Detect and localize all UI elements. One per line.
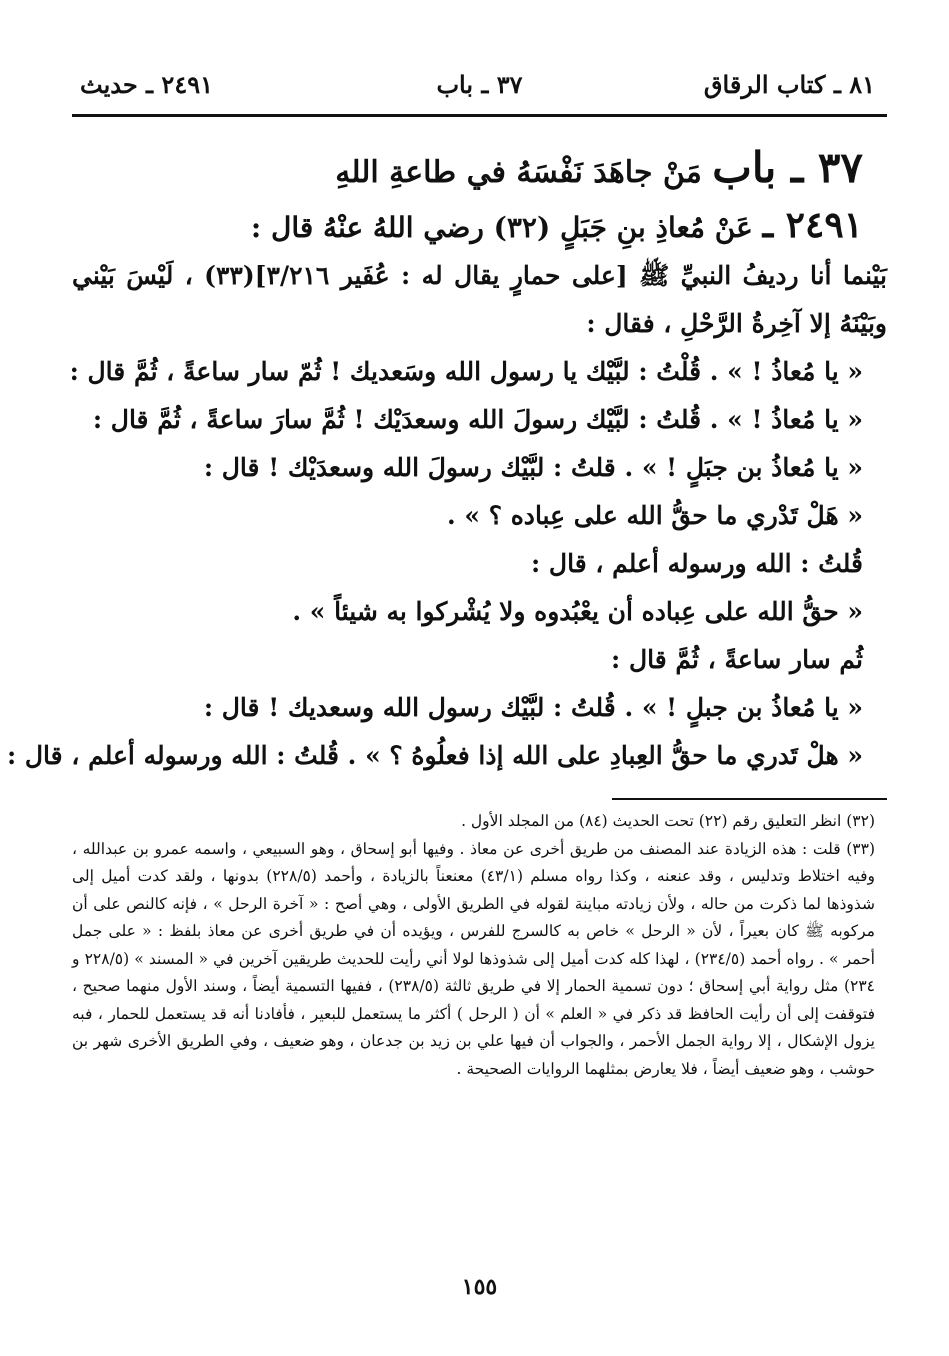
page-number: ١٥٥ xyxy=(461,1274,498,1300)
dialogue-line: « يا مُعاذُ ! » . قُلتُ : لبَّيْك رسولَ الله وسعدَيْك ! ثُمَّ سارَ ساعةً ، ثُمَّ قال : xyxy=(92,405,863,434)
header-chapter: ٣٧ ـ باب xyxy=(436,70,523,99)
hadith-body xyxy=(6,252,887,780)
footnotes-divider xyxy=(612,798,887,800)
running-header xyxy=(72,60,887,108)
footnote-32: (٣٢) انظر التعليق رقم (٢٢) تحت الحديث (٨٤) من المجلد الأول . xyxy=(461,812,875,830)
dialogue-line: ثُم سار ساعةً ، ثُمَّ قال : xyxy=(611,645,863,674)
chapter-number: ٣٧ ـ باب xyxy=(712,143,863,192)
dialogue-line: « هَلْ تَدْري ما حقُّ الله على عِباده ؟ » . xyxy=(447,501,863,530)
hadith-paragraph: بَيْنما أنا رديفُ النبيِّ ﷺ [على حمارٍ يقال له : عُفَير ٣/٢١٦](٣٣) ، لَيْسَ بَيْني وبَيْنَهُ إلا آخِرةُ الرَّحْلِ ، فقال : xyxy=(72,261,887,338)
dialogue-line: « هلْ تَدري ما حقُّ العِبادِ على الله إذا فعلُوهُ ؟ » . قُلتُ : الله ورسوله أعلم ، قال : xyxy=(6,741,863,770)
header-book-title: ٨١ ـ كتاب الرقاق xyxy=(703,70,875,99)
hadith-heading xyxy=(72,204,887,246)
dialogue-line: « يا مُعاذُ ! » . قُلْتُ : لبَّيْك يا رسول الله وسَعديك ! ثُمّ سار ساعةً ، ثُمَّ قال : xyxy=(69,357,863,386)
dialogue-line: « يا مُعاذُ بن جبلٍ ! » . قُلتُ : لبَّيْك رسول الله وسعديك ! قال : xyxy=(203,693,863,722)
book-page xyxy=(6,60,887,1300)
chapter-title: مَنْ جاهَدَ نَفْسَهُ في طاعةِ اللهِ xyxy=(335,155,702,190)
header-divider xyxy=(72,114,887,117)
hadith-number: ٢٤٩١ ـ xyxy=(762,204,863,246)
dialogue-line: قُلتُ : الله ورسوله أعلم ، قال : xyxy=(530,549,863,578)
dialogue-line: « يا مُعاذُ بن جبَلٍ ! » . قلتُ : لبَّيْك رسولَ الله وسعدَيْك ! قال : xyxy=(203,453,863,482)
footnote-33: (٣٣) قلت : هذه الزيادة عند المصنف من طريق أخرى عن معاذ . وفيها أبو إسحاق ، وهو السبيعي ، واسمه عمرو بن عبدالله ، وفيه اختلاط وتدليس ، وقد عنعنه ، وكذا رواه مسلم (٤٣/١) معنعناً بالزيادة ، وأحمد (٢٢٨/٥) بدونها ، ولقد كدت أميل إلى شذوذها لما ذكرت من حاله ، ولأن زيادته مباينة لقوله في الطريق الأولى ، وهي أصح : « آخرة الرحل » ، فإنه كالنص على أن مركوبه ﷺ كان بعيراً ، لأن « الرحل » خاص به كالسرج للفرس ، ويؤيده أن في طريق أخرى عن معاذ بلفظ : « على جمل أحمر » . رواه أحمد (٢٣٤/٥) ، لهذا كله كدت أميل إلى شذوذها لولا أني رأيت للحديث طريقين آخرين في « المسند » (٢٢٨/٥ و ٢٣٤) مثل رواية أبي إسحاق ؛ دون تسمية الحمار إلا في طريق ثالثة (٢٣٨/٥) ، ففيها التسمية أيضاً ، وسند الأول منهما صحيح ، فتوقفت إلى أن رأيت الحافظ قد ذكر في « العلم » أن ( الرحل ) أكثر ما يستعمل للبعير ، فأفادنا أنه قد يستعمل للحمار ، فبه يزول الإشكال ، إلا رواية الجمل الأحمر ، والجواب أن فيها علي بن زيد بن جدعان ، وهو ضعيف ، وفي الطريق الأخرى شهر بن حوشب ، وهو ضعيف أيضاً ، فلا يعارض بمثلهما الروايات الصحيحة . xyxy=(72,839,875,1078)
dialogue-line: « حقُّ الله على عِباده أن يعْبُدوه ولا يُشْركوا به شيئاً » . xyxy=(292,597,863,626)
hadith-intro: عَنْ مُعاذِ بنِ جَبَلٍ (٣٢) رضي اللهُ عنْهُ قال : xyxy=(250,211,753,244)
chapter-heading xyxy=(72,143,887,192)
header-hadith-number: ٢٤٩١ ـ حديث xyxy=(80,70,213,99)
footnotes xyxy=(72,808,887,1083)
